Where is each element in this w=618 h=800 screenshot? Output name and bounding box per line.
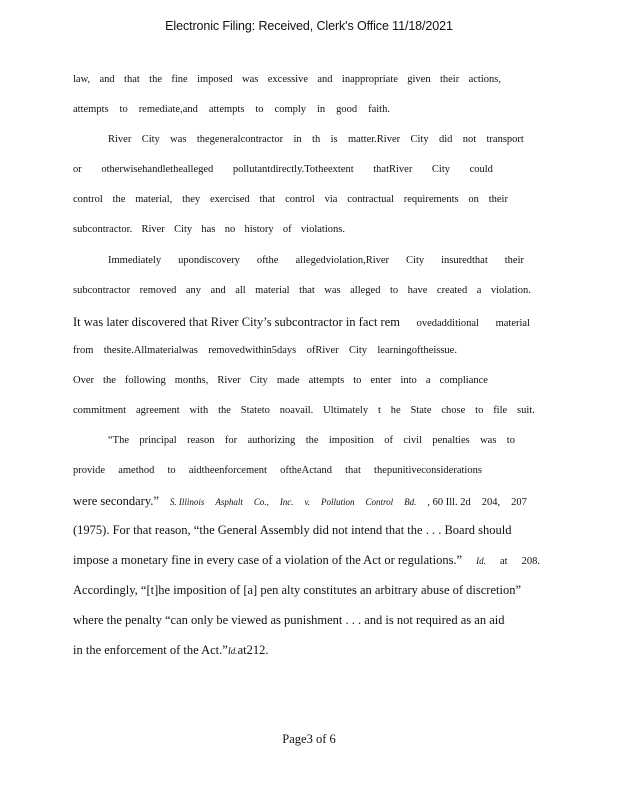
word: is	[330, 134, 338, 145]
word: thatRiver	[373, 164, 413, 175]
word: created	[436, 285, 468, 296]
word: alleged	[350, 285, 381, 296]
word: material	[255, 285, 290, 296]
word: State	[410, 405, 432, 416]
body-line-13	[108, 435, 515, 451]
word: at	[237, 643, 247, 657]
word: months,	[174, 375, 209, 386]
word: their	[439, 74, 460, 85]
word: was	[170, 134, 187, 145]
word: to	[506, 435, 515, 446]
body-line-7	[108, 255, 524, 271]
word: Co.,	[253, 497, 269, 507]
word: into	[400, 375, 417, 386]
body-line-3	[108, 134, 524, 150]
word: ofthe	[256, 255, 279, 266]
word: were secondary.”	[73, 494, 159, 508]
word: thepunitiveconsiderations	[374, 465, 482, 476]
word: noavail.	[279, 405, 314, 416]
word: authorizing	[247, 435, 296, 446]
body-line-17	[73, 553, 540, 571]
word: commitment	[73, 405, 127, 416]
word: comply	[274, 104, 307, 115]
word: he	[390, 405, 401, 416]
word: contractual	[347, 194, 394, 205]
body-line-10	[73, 345, 457, 361]
body-line-8	[73, 285, 531, 301]
word: for	[224, 435, 238, 446]
body-line-15-citation	[73, 494, 527, 510]
word: to	[255, 104, 264, 115]
word: attempts	[208, 104, 245, 115]
word: the	[112, 194, 126, 205]
word: impose a monetary fine in every case of a violation of the Act or regulations.”	[73, 553, 463, 567]
word: aidtheenforcement	[188, 465, 267, 476]
word: material,	[135, 194, 173, 205]
word: Stateto	[240, 405, 270, 416]
word: at	[499, 556, 508, 567]
word: Over	[73, 375, 94, 386]
word: learningoftheissue.	[377, 345, 457, 356]
word: that	[124, 74, 140, 85]
word: thegeneralcontractor	[196, 134, 284, 145]
word: City	[348, 345, 368, 356]
word: compliance	[439, 375, 488, 386]
word: inappropriate	[341, 74, 398, 85]
word: matter.River	[347, 134, 401, 145]
word: Bd.	[404, 497, 417, 507]
word: violations.	[300, 224, 345, 235]
word: Inc.	[279, 497, 294, 507]
word: River	[108, 134, 132, 145]
word: Asphalt	[215, 497, 243, 507]
word: could	[469, 164, 493, 175]
word: material	[495, 318, 530, 329]
word: did	[438, 134, 453, 145]
word: reason	[187, 435, 215, 446]
word: in	[293, 134, 302, 145]
word: oftheActand	[280, 465, 332, 476]
word: not	[462, 134, 477, 145]
word: actions,	[468, 74, 501, 85]
word: transport	[486, 134, 524, 145]
word: ofRiver	[306, 345, 339, 356]
word: via	[324, 194, 338, 205]
word: City	[141, 134, 160, 145]
word: the	[103, 375, 116, 386]
word: Id.	[227, 646, 238, 656]
word: following	[124, 375, 166, 386]
word: they	[182, 194, 201, 205]
word: violation.	[490, 285, 531, 296]
body-line-19: where the penalty “can only be viewed as punishment . . . and is not required as an aid	[73, 613, 505, 627]
word: was	[242, 74, 259, 85]
word: 204,	[481, 497, 501, 508]
word: exercised	[210, 194, 250, 205]
word: principal	[139, 435, 177, 446]
body-line-6	[73, 224, 345, 240]
word: a	[476, 285, 482, 296]
word: have	[407, 285, 428, 296]
word: River	[217, 375, 241, 386]
word: that	[345, 465, 361, 476]
word: City	[174, 224, 193, 235]
word: fine	[171, 74, 188, 85]
word: City	[431, 164, 451, 175]
body-line-12	[73, 405, 535, 421]
word: “The	[108, 435, 129, 446]
word: provide	[73, 465, 106, 476]
word: and	[99, 74, 115, 85]
word: imposition	[328, 435, 374, 446]
word: attempts	[308, 375, 345, 386]
word: River	[141, 224, 165, 235]
word: City	[249, 375, 268, 386]
word: to	[475, 405, 484, 416]
word: amethod	[118, 465, 155, 476]
word: any	[185, 285, 202, 296]
word: 208.	[521, 556, 540, 567]
body-line-18: Accordingly, “[t]he imposition of [a] pen alty constitutes an arbitrary abuse of discretion”	[73, 583, 522, 597]
word: v.	[304, 497, 311, 507]
word: removedwithin5days	[208, 345, 297, 356]
word: in the enforcement of the Act.”	[73, 643, 228, 657]
page-number: Page3 of 6	[282, 732, 336, 746]
word: faith.	[368, 104, 390, 115]
word: civil	[403, 435, 422, 446]
word: or	[73, 164, 82, 175]
word: their	[488, 194, 508, 205]
body-line-5	[73, 194, 508, 210]
word: requirements	[403, 194, 459, 205]
word: thesite.Allmaterialwas	[103, 345, 198, 356]
word: that	[259, 194, 276, 205]
word: penalties	[432, 435, 470, 446]
body-line-16: (1975). For that reason, “the General Assembly did not intend that the . . . Board should	[73, 523, 512, 537]
body-line-9	[73, 315, 530, 331]
word: City	[410, 134, 429, 145]
word: removed	[139, 285, 177, 296]
word: agreement	[135, 405, 180, 416]
word: imposed	[197, 74, 233, 85]
word: 207	[511, 497, 527, 508]
word: Control	[365, 497, 394, 507]
word: 212.	[246, 643, 269, 657]
word: , 60 Ill. 2d	[427, 497, 471, 508]
word: with	[189, 405, 209, 416]
word: suit.	[517, 405, 535, 416]
word: the	[305, 435, 319, 446]
word: made	[276, 375, 300, 386]
body-line-14	[73, 465, 482, 481]
word: chose	[441, 405, 466, 416]
word: attempts	[73, 104, 109, 115]
word: the	[149, 74, 162, 85]
word: was	[480, 435, 497, 446]
word: in	[317, 104, 326, 115]
word: Pollution	[321, 497, 355, 507]
word: It was later discovered that River City’s subcontractor in fact rem	[73, 315, 400, 329]
word: history	[244, 224, 274, 235]
word: no	[224, 224, 236, 235]
word: City	[406, 255, 425, 266]
word: excessive	[267, 74, 308, 85]
word: Ultimately	[323, 405, 369, 416]
word: t	[377, 405, 381, 416]
word: subcontractor	[73, 285, 131, 296]
word: their	[504, 255, 524, 266]
word: th	[312, 134, 321, 145]
word: file	[493, 405, 508, 416]
word: law,	[73, 74, 91, 85]
word: to	[389, 285, 399, 296]
word: control	[285, 194, 315, 205]
word: to	[119, 104, 128, 115]
word: given	[407, 74, 431, 85]
word: good	[336, 104, 358, 115]
word: from	[73, 345, 94, 356]
word: Id.	[476, 556, 486, 566]
word: has	[201, 224, 216, 235]
body-line-20	[73, 643, 268, 658]
word: to	[353, 375, 362, 386]
word: insuredthat	[441, 255, 488, 266]
word: a	[425, 375, 431, 386]
word: otherwisehandlethealleged	[101, 164, 214, 175]
word: control	[73, 194, 103, 205]
word: allegedviolation,River	[295, 255, 390, 266]
body-line-4	[73, 164, 493, 180]
word: enter	[370, 375, 392, 386]
word: and	[210, 285, 226, 296]
word: the	[218, 405, 231, 416]
word: subcontractor.	[73, 224, 133, 235]
word: to	[167, 465, 176, 476]
word: Immediately	[108, 255, 162, 266]
word: and	[317, 74, 333, 85]
body-line-1	[73, 74, 501, 90]
filing-stamp-header: Electronic Filing: Received, Clerk's Office 11/18/2021	[165, 19, 453, 33]
word: of	[384, 435, 393, 446]
word: ovedadditional	[416, 318, 479, 329]
body-line-11	[73, 375, 488, 391]
word: of	[282, 224, 292, 235]
word: all	[235, 285, 246, 296]
word: was	[324, 285, 341, 296]
word: that	[299, 285, 315, 296]
word: pollutantdirectly.Totheextent	[232, 164, 354, 175]
word: remediate,and	[138, 104, 198, 115]
word: on	[468, 194, 479, 205]
word: upondiscovery	[178, 255, 240, 266]
body-line-2	[73, 104, 390, 120]
word: S. Illinois	[169, 497, 205, 507]
